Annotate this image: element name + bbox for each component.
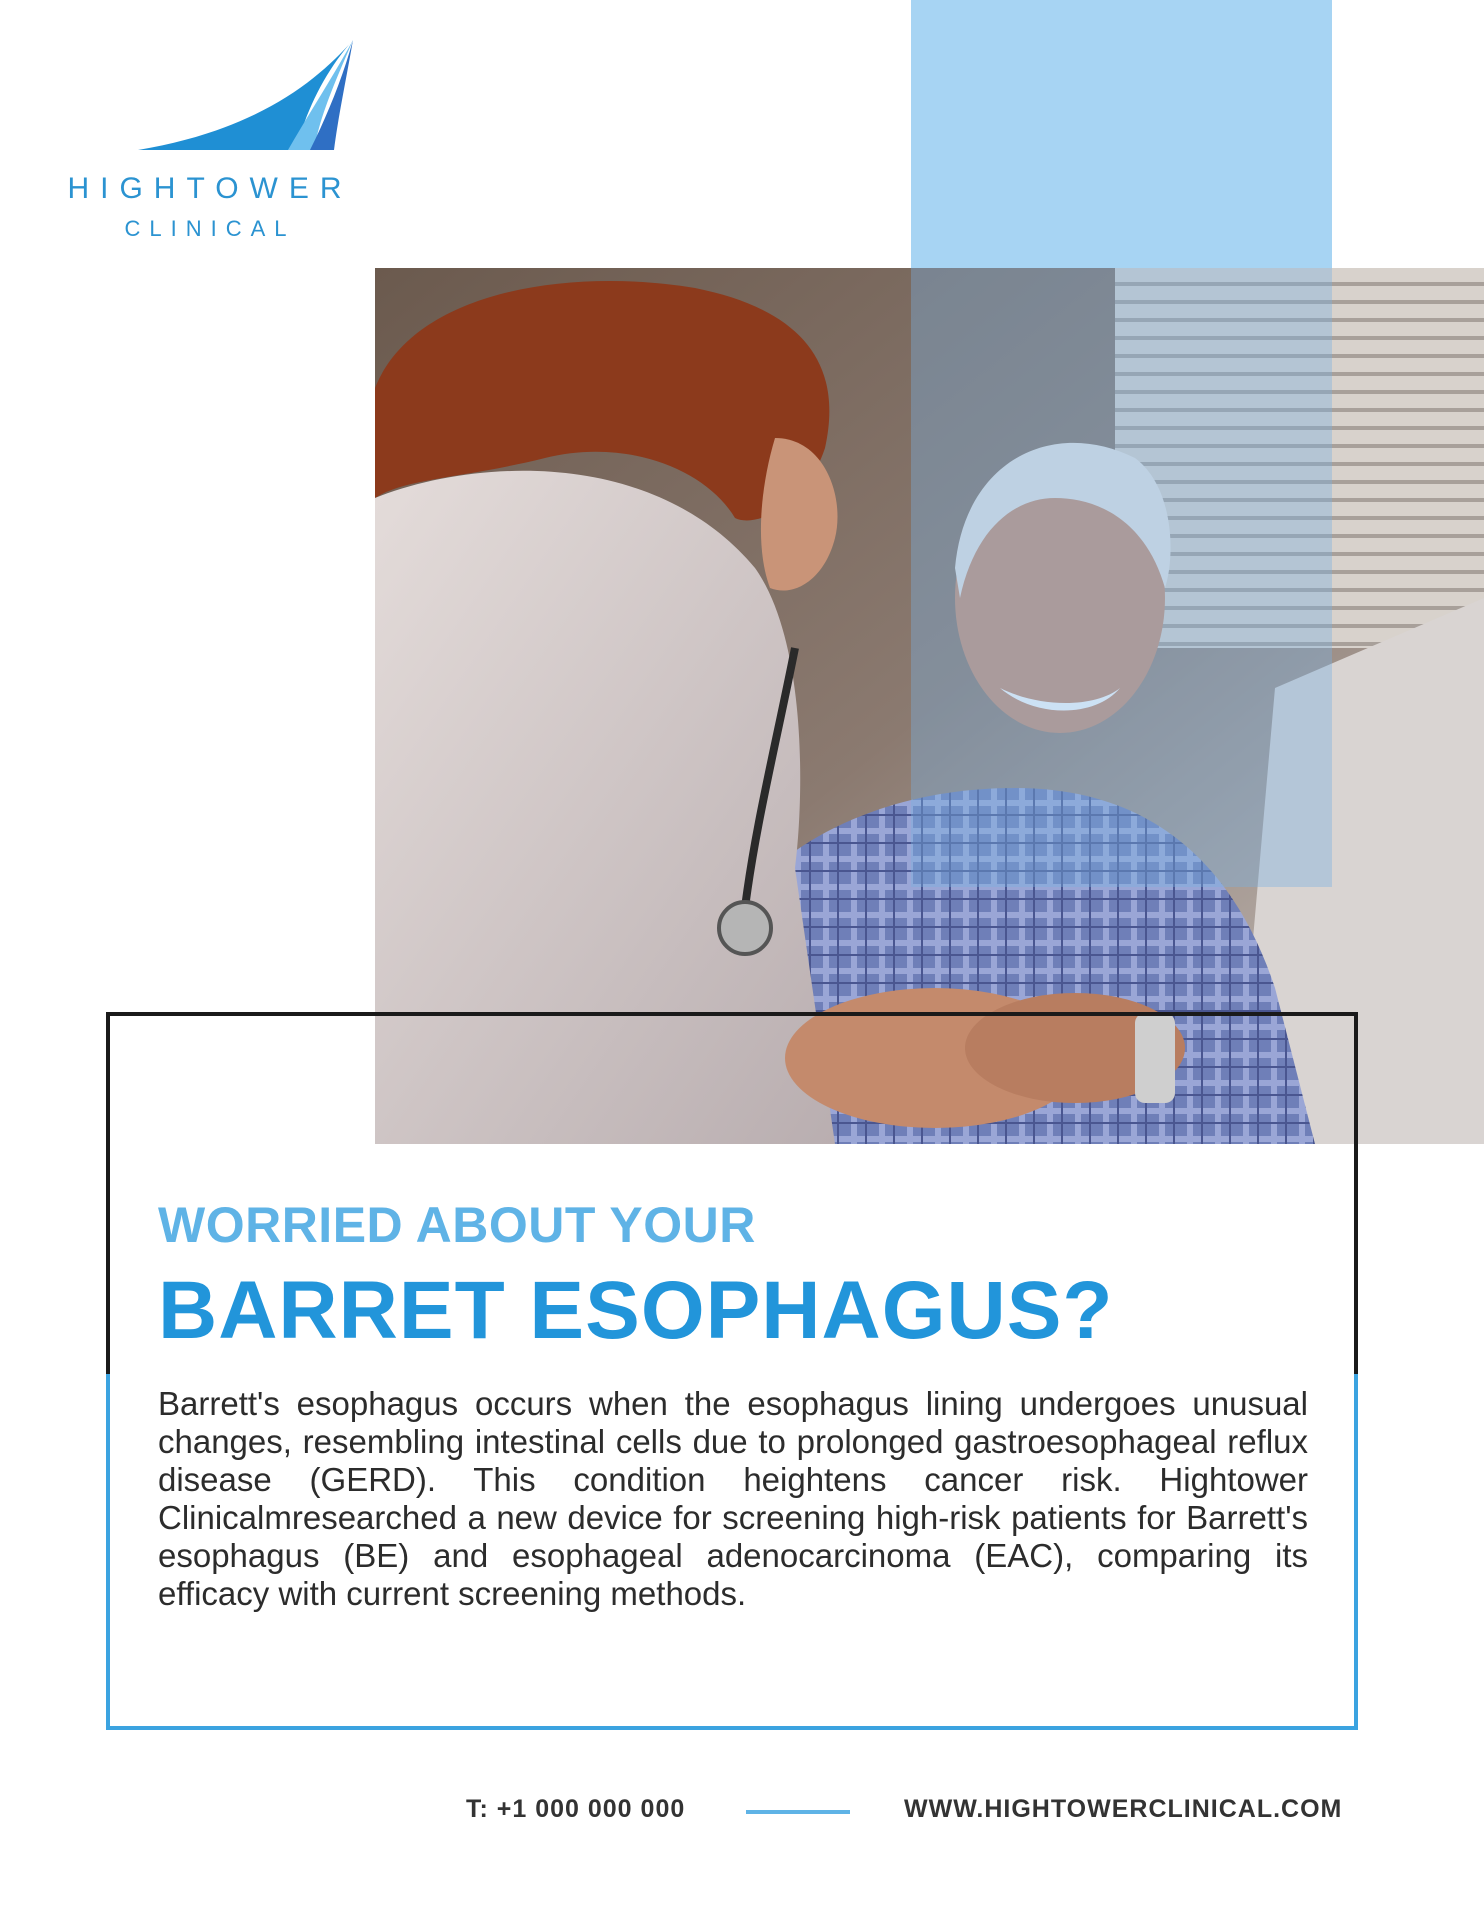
headline-kicker: WORRIED ABOUT YOUR (158, 1197, 756, 1253)
photo-blue-overlay (911, 268, 1332, 887)
accent-column (911, 0, 1332, 268)
logo-wordmark: HIGHTOWER (67, 172, 353, 205)
hightower-logo (60, 40, 360, 250)
body-paragraph: Barrett's esophagus occurs when the esophagus lining undergoes unusual changes, resembling intestinal cells due to prolonged gastroesophageal reflux disease (GERD). This condition heightens cancer risk. Hightower Clinicalmresearched a new device for screening high-risk patients for Barrett's esophagus (BE) and esophageal adenocarcinoma (EAC), comparing its efficacy with current screening methods. (158, 1385, 1308, 1612)
logo-subtitle: CLINICAL (124, 216, 296, 241)
footer-divider (746, 1810, 850, 1814)
footer-phone[interactable]: T: +1 000 000 000 (466, 1795, 686, 1823)
sail-logo-icon (138, 40, 358, 160)
page-title: BARRET ESOPHAGUS? (158, 1265, 1114, 1356)
footer-website-link[interactable]: WWW.HIGHTOWERCLINICAL.COM (904, 1795, 1343, 1823)
